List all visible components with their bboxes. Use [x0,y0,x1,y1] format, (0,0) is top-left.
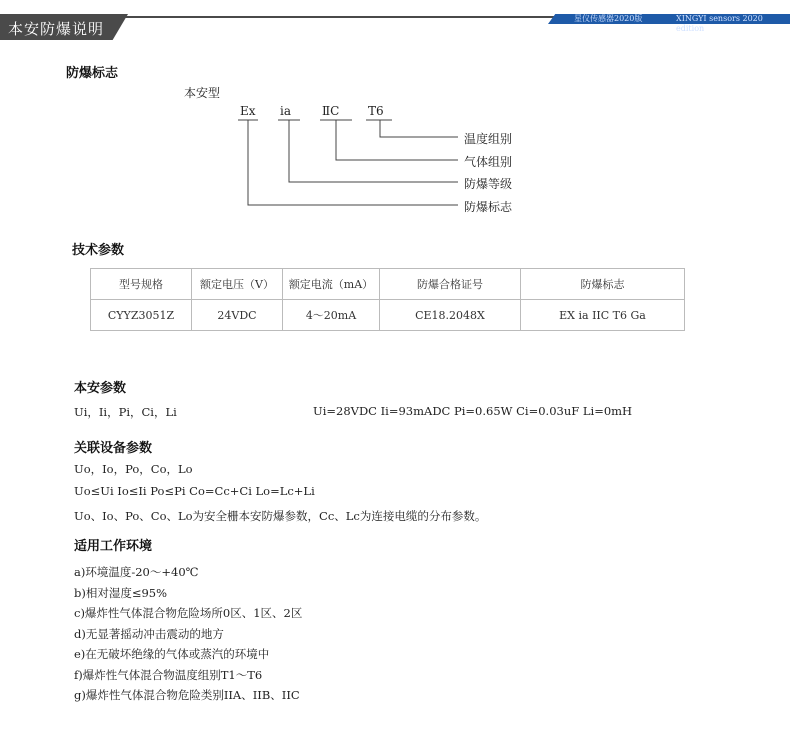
code-temperature-class: T6 [368,104,384,118]
table-header-row [91,269,685,300]
intrinsic-values: Ui=28VDC Ii=93mADC Pi=0.65W Ci=0.03uF Li=0mH [313,404,633,418]
environment-item: d)无显著摇动冲击震动的地方 [74,627,224,641]
table-cell: EX ia IIC T6 Ga [521,300,685,331]
table-header-cell: 型号规格 [91,269,192,300]
associated-line: Uo，Io，Po，Co，Lo [74,462,193,476]
callout-explosion-mark: 防爆标志 [464,200,513,214]
environment-item: a)环境温度-20～+40℃ [74,565,199,579]
environment-item: b)相对湿度≤95% [74,586,168,600]
type-label: 本安型 [184,86,221,100]
callout-gas-group: 气体组别 [464,155,513,169]
table-header-cell: 额定电流（mA） [283,269,380,300]
section-title-environment: 适用工作环境 [74,539,153,554]
environment-item: g)爆炸性气体混合物危险类别IIA、IIB、IIC [74,688,300,702]
table-header-cell: 防爆标志 [521,269,685,300]
tech-params-table [90,268,685,331]
section-title-tech-params: 技术参数 [72,243,125,258]
header-edition-cn: 星仪传感器2020版 [574,14,643,23]
table-row [91,300,685,331]
callout-protection-level: 防爆等级 [464,177,513,191]
environment-item: e)在无破坏绝缘的气体或蒸汽的环境中 [74,647,270,661]
code-ia: ia [280,104,291,118]
table-cell: 24VDC [192,300,283,331]
code-gas-group: ⅡC [322,104,340,118]
associated-line: Uo≤Ui Io≤Ii Po≤Pi Co=Cc+Ci Lo=Lc+Li [74,484,315,498]
code-ex: Ex [240,104,256,118]
environment-item: f)爆炸性气体混合物温度组别T1～T6 [74,668,263,682]
table-header-cell: 防爆合格证号 [380,269,521,300]
intrinsic-symbols: Ui，Ii，Pi，Ci，Li [74,405,177,419]
page-title: 本安防爆说明 [8,20,105,38]
table-cell: 4～20mA [283,300,380,331]
header-edition-en: XINGYI sensors 2020 edition [676,14,763,33]
section-title-intrinsic-params: 本安参数 [74,381,127,396]
table-cell: CE18.2048X [380,300,521,331]
section-title-explosion-mark: 防爆标志 [66,66,119,81]
environment-item: c)爆炸性气体混合物危险场所0区、1区、2区 [74,606,303,620]
callout-temperature-class: 温度组别 [464,132,513,146]
section-title-associated-params: 关联设备参数 [74,441,153,456]
table-header-cell: 额定电压（V） [192,269,283,300]
associated-line: Uo、Io、Po、Co、Lo为安全栅本安防爆参数，Cc、Lc为连接电缆的分布参数。 [74,509,487,523]
table-cell: CYYZ3051Z [91,300,192,331]
